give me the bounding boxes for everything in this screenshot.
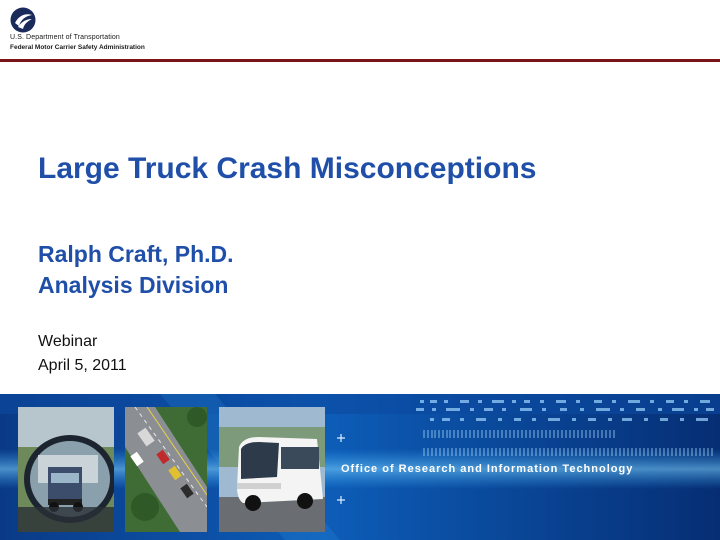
org-name-line1: U.S. Department of Transportation [10,34,120,41]
header-divider [0,59,720,62]
slide-title: Large Truck Crash Misconceptions [38,152,537,185]
event-date: April 5, 2011 [38,357,127,374]
event-type: Webinar [38,333,98,350]
org-name-line2: Federal Motor Carrier Safety Administration [10,44,145,51]
header [0,0,720,60]
bus-photo [219,407,325,532]
dot-logo-icon [10,7,36,33]
presenter-division: Analysis Division [38,272,229,298]
highway-traffic-photo [125,407,207,532]
presenter-name: Ralph Craft, Ph.D. [38,241,234,267]
office-label: Office of Research and Information Technology [341,463,634,475]
truck-mirror-photo [18,407,114,532]
